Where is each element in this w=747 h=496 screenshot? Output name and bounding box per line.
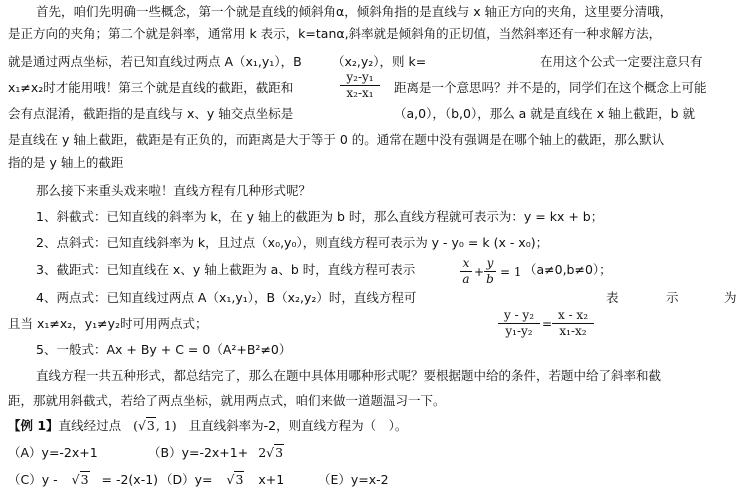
option-c-post: = -2(x-1): [101, 472, 159, 487]
point-rest: , 1): [155, 418, 177, 433]
two-point-rhs-num: x - x₂: [557, 308, 589, 322]
option-d-pre: （D）y=: [160, 472, 213, 487]
option-c-radicand: 3: [80, 472, 89, 487]
option-d-radicand: 3: [235, 472, 244, 487]
para1-line7: 指的是 y 轴上的截距: [8, 155, 124, 170]
form-two-point: 4、两点式：已知直线过两点 A（x₁,y₁），B（x₂,y₂）时，直线方程可: [36, 290, 417, 305]
intercept-plus: +: [474, 265, 485, 279]
example-text-a: 直线经过点: [58, 418, 122, 433]
example-text-b: 且直线斜率为-2，则直线方程为（ ）。: [188, 418, 408, 433]
example-question: [8, 416, 407, 436]
para1-line4a: x₁≠x₂时才能用哦！第三个就是直线的截距，截距和: [8, 80, 294, 95]
intercept-frac-y-den: b: [486, 272, 494, 286]
intercept-frac-y: [484, 256, 496, 287]
two-point-lhs-den: y₁-y₂: [505, 324, 533, 338]
two-point-word-3: 为: [724, 290, 737, 305]
two-point-rhs: [552, 308, 594, 339]
para1-line1: 首先，咱们先明确一些概念，第一个就是直线的倾斜角α，倾斜角指的是直线与 x 轴正方向的夹角，这里要分清哦，: [36, 4, 673, 19]
two-point-condition: 且当 x₁≠x₂，y₁≠y₂时可用两点式；: [8, 316, 208, 331]
slope-formula-numerator: y₂-y₁: [346, 70, 374, 84]
option-e: （E）y=x-2: [318, 472, 389, 487]
slope-formula: [340, 70, 380, 101]
intercept-frac-x-num: x: [462, 256, 470, 270]
para1-line3c: 在用这个公式一定要注意只有: [540, 54, 703, 69]
para3-line2: 距，那就用斜截式，若给了两点坐标，就用两点式，咱们来做一道题温习一下。: [8, 393, 446, 408]
sqrt-icon: √: [137, 418, 146, 433]
para1-line3a: 就是通过两点坐标，若已知直线过两点 A（x₁,y₁），B: [8, 54, 302, 69]
sqrt-icon: √: [266, 445, 275, 460]
two-point-lhs: [498, 308, 540, 339]
option-a: （A）y=-2x+1: [8, 445, 98, 460]
option-d: [160, 470, 284, 490]
point-open-paren: (: [133, 418, 138, 433]
intercept-frac-y-num: y: [486, 256, 494, 270]
two-point-word-1: 表: [606, 290, 619, 305]
para3-line1: 直线方程一共五种形式，都总结完了，那么在题中具体用哪种形式呢？要根据题中给的条件，若题中给了斜率和截: [36, 368, 662, 383]
option-b-coef: 2: [258, 445, 267, 460]
intercept-frac-x: [460, 256, 472, 287]
two-point-rhs-den: x₁-x₂: [559, 324, 587, 338]
two-point-word-2: 示: [666, 290, 679, 305]
option-c: [8, 470, 158, 490]
para1-line2: 是正方向的夹角；第二个就是斜率，通常用 k 表示，k=tanα,斜率就是倾斜角的正切值，当然斜率还有一种求解方法，: [8, 26, 662, 41]
slope-formula-denominator: x₂-x₁: [346, 86, 374, 100]
point-radicand: 3: [146, 418, 155, 433]
two-point-eq: =: [542, 317, 553, 331]
para1-line4b: 距离是一个意思吗？并不是的，同学们在这个概念上可能: [394, 80, 707, 95]
para1-line3b: （x₂,y₂），则 k=: [332, 54, 427, 69]
sqrt-icon: √: [226, 472, 235, 487]
option-b-text: （B）y=-2x+1+: [148, 445, 249, 460]
option-b-radicand: 3: [275, 445, 284, 460]
option-c-pre: （C）y -: [8, 472, 58, 487]
example-point: [133, 418, 177, 433]
example-tag: 【例 1】: [8, 418, 59, 433]
forms-intro: 那么接下来重头戏来啦！直线方程有几种形式呢？: [36, 183, 312, 198]
intercept-condition: （a≠0,b≠0）；: [524, 262, 612, 277]
form-intercept: 3、截距式：已知直线在 x、y 轴上截距为 a、b 时，直线方程可表示: [36, 262, 416, 277]
form-general: 5、一般式：Ax + By + C = 0（A²+B²≠0）: [36, 342, 292, 357]
option-b: [148, 443, 284, 463]
two-point-lhs-num: y - y₂: [503, 308, 535, 322]
para1-line5a: 会有点混淆，截距指的是直线与 x、y 轴交点坐标是: [8, 106, 294, 121]
para1-line5b: （a,0），（b,0），那么 a 就是直线在 x 轴上截距，b 就: [394, 106, 696, 121]
option-d-post: x+1: [258, 472, 285, 487]
form-slope-intercept: 1、斜截式：已知直线的斜率为 k，在 y 轴上的截距为 b 时，那么直线方程就可表示为：y = kx + b；: [36, 209, 604, 224]
sqrt-icon: √: [71, 472, 80, 487]
para1-line6: 是直线在 y 轴上截距，截距是有正负的，而距离是大于等于 0 的。通常在题中没有强调是在哪个轴上的截距，那么默认: [8, 132, 665, 147]
intercept-frac-x-den: a: [462, 272, 470, 286]
form-point-slope: 2、点斜式：已知直线斜率为 k，且过点（x₀,y₀），则直线方程可表示为 y - y₀ = k (x - x₀)；: [36, 235, 549, 250]
intercept-eq: = 1: [500, 265, 522, 279]
